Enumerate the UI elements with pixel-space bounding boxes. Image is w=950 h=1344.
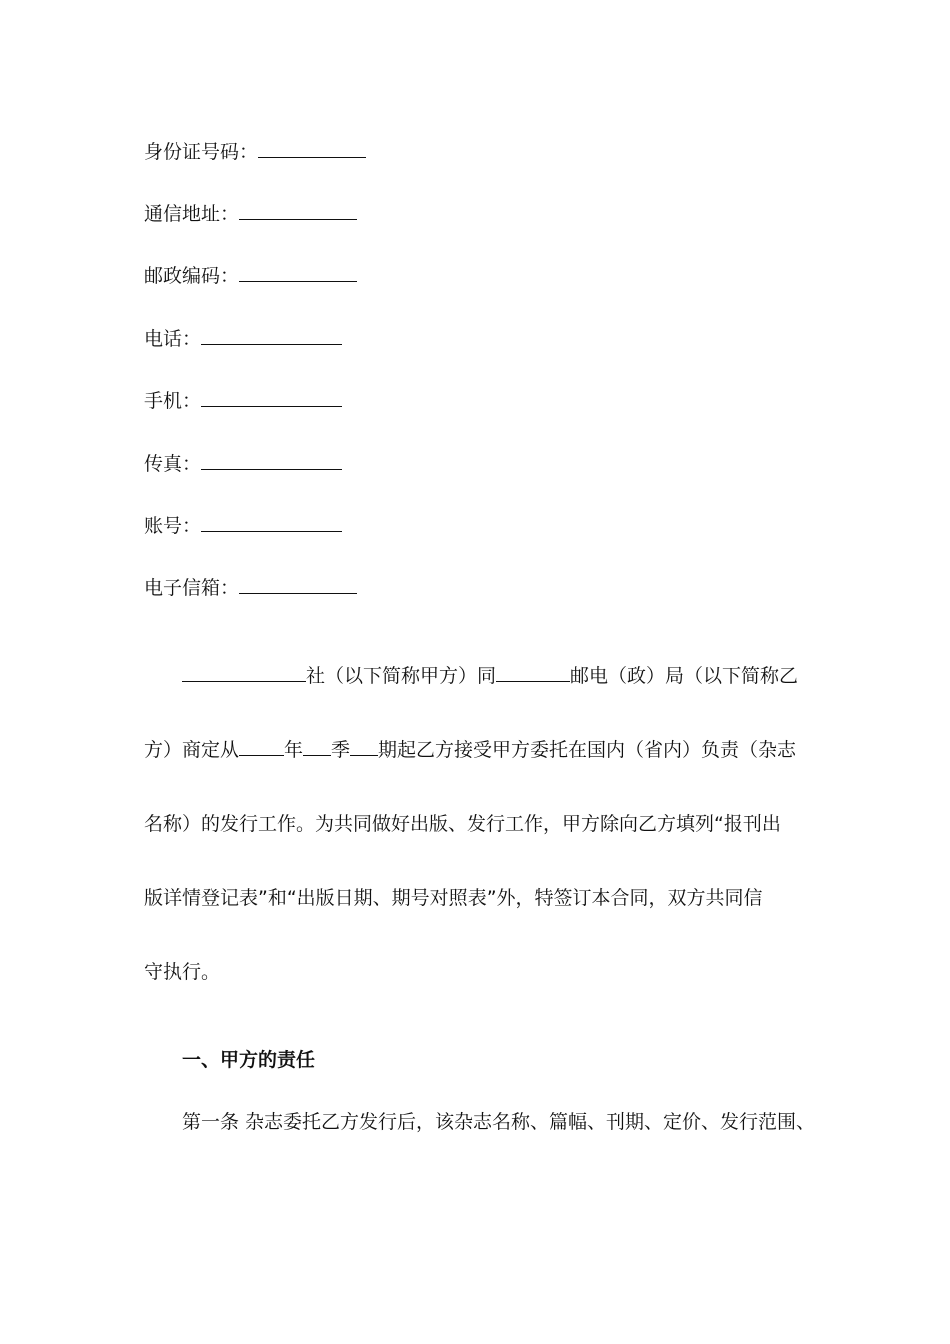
phone-label: 电话： [144, 328, 202, 350]
article-1: 第一条 杂志委托乙方发行后，该杂志名称、篇幅、刊期、定价、发行范围、 [182, 1111, 816, 1133]
fax-blank[interactable] [201, 451, 342, 470]
intro-line-4: 版详情登记表”和“出版日期、期号对照表”外，特签订本合同，双方共同信 [144, 887, 763, 909]
section-heading: 一、甲方的责任 [182, 1049, 316, 1071]
intro-text: 社（以下简称甲方）同 [306, 665, 497, 687]
intro-text: 方）商定从 [144, 739, 240, 761]
issue-blank[interactable] [350, 737, 378, 756]
email-field [144, 575, 357, 600]
intro-line-2 [144, 737, 796, 762]
intro-line-1 [182, 663, 798, 688]
phone-field [144, 326, 342, 351]
address-field [144, 201, 357, 226]
post-office-blank[interactable] [496, 663, 570, 682]
mobile-blank[interactable] [201, 388, 342, 407]
fax-field [144, 451, 342, 476]
email-blank[interactable] [239, 575, 357, 594]
intro-line-5: 守执行。 [144, 961, 221, 983]
account-label: 账号： [144, 515, 202, 537]
address-label: 通信地址： [144, 203, 240, 225]
mobile-field [144, 388, 342, 413]
intro-text: 季 [331, 739, 351, 761]
id-number-label: 身份证号码： [144, 141, 259, 163]
year-blank[interactable] [239, 737, 284, 756]
season-blank[interactable] [303, 737, 331, 756]
intro-text: 年 [284, 739, 304, 761]
mobile-label: 手机： [144, 390, 202, 412]
account-field [144, 513, 342, 538]
phone-blank[interactable] [201, 326, 342, 345]
address-blank[interactable] [239, 201, 357, 220]
postcode-label: 邮政编码： [144, 265, 240, 287]
id-number-blank[interactable] [258, 139, 366, 158]
postcode-blank[interactable] [239, 263, 357, 282]
fax-label: 传真： [144, 453, 202, 475]
intro-text: 期起乙方接受甲方委托在国内（省内）负责（杂志 [378, 739, 797, 761]
intro-text: 邮电（政）局（以下简称乙 [570, 665, 799, 687]
intro-line-3: 名称）的发行工作。为共同做好出版、发行工作，甲方除向乙方填列“报刊出 [144, 813, 781, 835]
email-label: 电子信箱： [144, 577, 240, 599]
id-number-field [144, 139, 366, 164]
publisher-blank[interactable] [182, 663, 306, 682]
account-blank[interactable] [201, 513, 342, 532]
postcode-field [144, 263, 357, 288]
